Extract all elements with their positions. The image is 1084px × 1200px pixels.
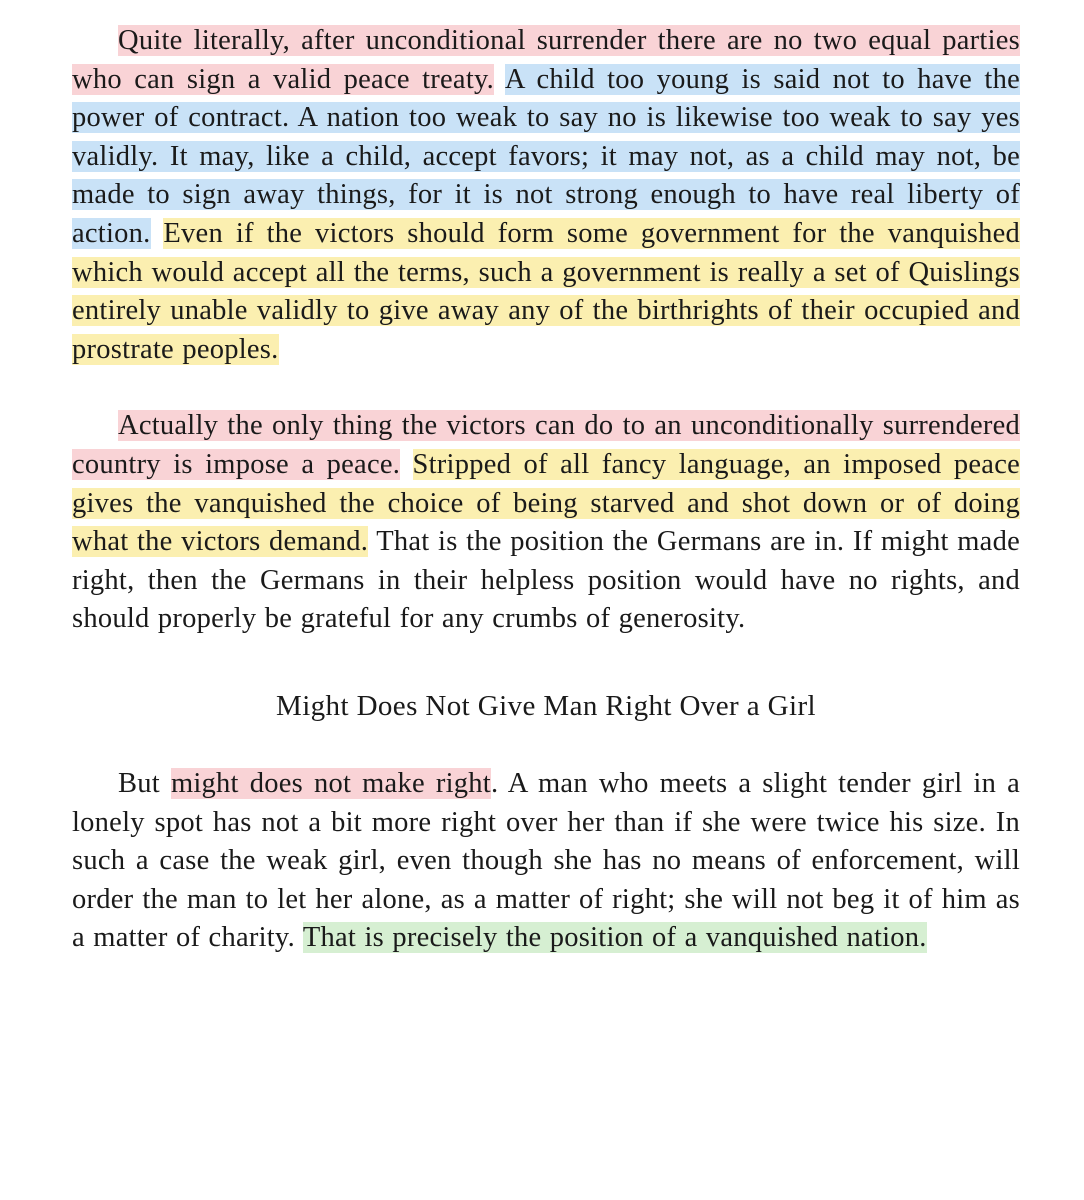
paragraph-1 [72, 22, 1020, 369]
paragraph-3 [72, 765, 1020, 958]
highlight-red: Actually the only thing the victors can do to an unconditionally surrendered country is impose a peace. [72, 410, 1020, 480]
highlight-yellow: Even if the victors should form some government for the vanquished which would accept all the terms, such a government is really a set of Quislings entirely unable validly to give away any of the birthrights of their occupied and prostrate peoples. [72, 217, 1021, 365]
highlight-green: That is precisely the position of a vanquished nation. [302, 922, 927, 954]
document-page [72, 22, 1020, 958]
highlight-yellow: Stripped of all fancy language, an imposed peace gives the vanquished the choice of being starved and shot down or of doing what the victors demand. [72, 448, 1020, 558]
plain-text-mid: . A man who meets a slight tender girl in a lonely spot has not a bit more right over her than if she were twice his size. In such a case the weak girl, even though she has no means of enforcement, will order the man to let her alone, as a matter of right; she will not beg it of him as a matter of charity. [72, 767, 1021, 954]
highlight-red: Quite literally, after unconditional surrender there are no two equal parties who can sign a valid peace treaty. [72, 25, 1020, 95]
plain-text: That is the position the Germans are in. If might made right, then the Germans in their helpless position would have no rights, and should properly be grateful for any crumbs of generosity. [72, 526, 1020, 635]
plain-text-start: But [118, 767, 160, 799]
section-heading: Might Does Not Give Man Right Over a Girl [276, 689, 816, 722]
highlight-blue: A child too young is said not to have the power of contract. A nation too weak to say no is likewise too weak to say yes validly. It may, like a child, accept favors; it may not, as a child may not, be made to sign away things, for it is not strong enough to have real liberty of action. [72, 63, 1020, 249]
highlight-red: might does not make right [170, 767, 491, 799]
paragraph-2 [72, 407, 1020, 639]
